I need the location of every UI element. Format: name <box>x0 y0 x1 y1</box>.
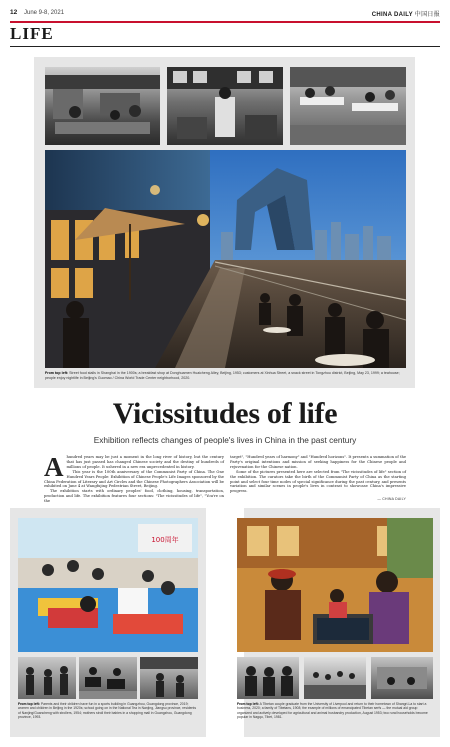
bw-scene-6 <box>371 657 433 699</box>
photo-shopping-mall-1993 <box>140 657 198 699</box>
bw-scene-2 <box>79 657 137 699</box>
photo-beijing-nightlife <box>45 150 406 368</box>
photo-tibetan-couple <box>237 518 433 652</box>
poster-text: 100周年 <box>151 536 179 544</box>
article-paragraph: The exhibition starts with ordinary peoples' food, clothing, housing, transportation, production and life. The exhibition features four sections: "The vicissitudes of life", "You're on the <box>44 489 224 504</box>
masthead-rule <box>10 21 440 23</box>
article-column-1 <box>44 452 224 504</box>
bottom-right-caption: From top left: A Tibetan couple graduate from the University of Liverpool and return to their hometown of Shangri-La to start a business, 2020; a family of Tibetans, 1908; the example of millions of emancipated Tibetan serfs — the mutual aid group organized and actively developed for agricultural and animal husbandry production, August 1953; two rural households become popular in Nagqu, Tibet, 1981. <box>237 702 428 720</box>
top-photo-panel <box>34 57 415 388</box>
tibetan-couple-scene <box>237 518 433 652</box>
bw-scene-3 <box>140 657 198 699</box>
bw-scene-4 <box>237 657 299 699</box>
subheadline: Exhibition reflects changes of people's lives in China in the past century <box>93 435 357 445</box>
article-paragraph: target", "Hundred years of harmony" and "Hundred horizons". It presents a summation of the Party's original intentions and mission of seeking happiness for the Chinese people and rejuvenation for the Chinese nation. <box>230 455 406 469</box>
paper-name: CHINA DAILY 中国日报 <box>371 11 440 18</box>
section-title: LIFE <box>10 24 54 43</box>
article-column-2 <box>230 455 406 502</box>
section-rule <box>10 46 440 47</box>
issue-date: June 9-8, 2021 <box>24 9 65 16</box>
photo-mutual-aid-group-1953 <box>304 657 366 699</box>
bw-scene-5 <box>304 657 366 699</box>
headline: Vicissitudes of life <box>112 397 338 430</box>
bottom-left-caption: From top left: Parents and their children have fun in a sports building in Guangzhou, Guangdong province, 2019; women and children in Beijing in the 1920s; school going on in the National Tea in Nanjing, Jiangsu province, residents of Nanjing/Guancheng with strollers, 1954; mothers stroll their babies in a shopping mall in Guangzhou, Guangdong province, 1993. <box>18 702 197 720</box>
bw-scene-1 <box>18 657 76 699</box>
photo-women-children-1920s <box>18 657 76 699</box>
photo-tibetan-family-1908 <box>237 657 299 699</box>
page-number: 12 <box>10 9 18 16</box>
article-paragraph: This year is the 100th anniversary of the Communist Party of China. The One Hundred Years People: Exhibition of Chinese People's Life Images sponsored by the China Federation of Literary and Art Circles and the Chinese Photographers Association will be exhibited on June 4 at Wangfujing Pedestrian Street, Beijing. <box>44 469 224 489</box>
article-paragraph: hundred years may be just a moment in the long river of history, but the century that has just passed has changed Chinese society and the destiny of hundreds of millions of people. It ushered in a new era unprecedented in history. <box>66 455 224 469</box>
top-photo-caption: From top left: Street food stalls in Shanghai in the 1900s; a breakfast shop at Donghuamen Huaicheng Alley, Beijing, 1953; customers at Xinhua Street, a snack street in Tongzhou district, Beijing, May 23, 1999; a teahouse; people enjoy nightlife in Beijing's Guomao / China World Trade Center neighborhood, 2020. <box>45 371 400 380</box>
photo-rural-households-1981 <box>371 657 433 699</box>
dropcap: A <box>44 452 64 482</box>
photo-snack-street <box>290 67 406 145</box>
photo-breakfast-shop <box>167 67 283 145</box>
photo-street-food-stalls <box>45 67 160 145</box>
article-credit: — CHINA DAILY <box>377 497 406 502</box>
bottom-right-photo-panel <box>237 508 440 737</box>
photo-children-play-area <box>18 518 198 652</box>
nightlife-scene <box>45 150 406 368</box>
breakfast-scene <box>167 67 283 145</box>
article-paragraph: Some of the pictures presented here are selected from "The vicissitudes of life" section of the exhibition. The curators take the birth of the Communist Party of China as the starting point and select four time nodes of special significance during the past century, and presents variation and similar scenes in people's lives in contrast to showcase China's impressive progress. <box>230 469 406 494</box>
snack-scene <box>290 67 406 145</box>
stalls-scene <box>45 67 160 145</box>
bottom-left-photo-panel <box>10 508 206 737</box>
play-area-scene <box>18 518 198 652</box>
masthead <box>10 8 440 18</box>
photo-strollers-1954 <box>79 657 137 699</box>
